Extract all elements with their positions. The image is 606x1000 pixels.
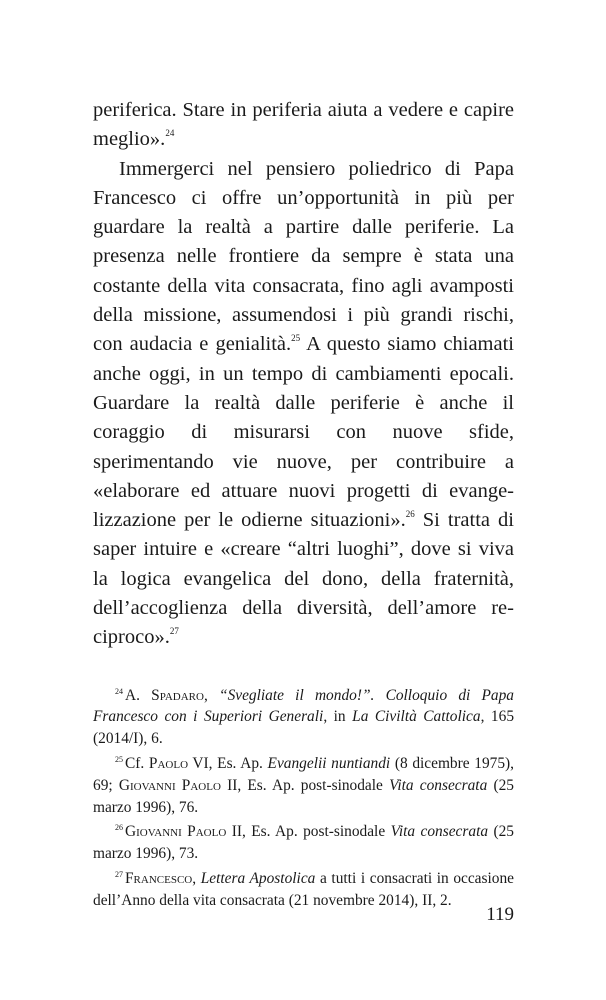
footnote-ref-24: 24 <box>165 128 175 139</box>
footnote-title: Vita consecrata <box>389 776 488 794</box>
footnote-text: II, Es. Ap. post-sinodale <box>220 776 390 794</box>
footnote-author: Giovanni Paolo <box>125 823 227 841</box>
footnote-text: , 165 (2014/I), 6. <box>93 708 515 748</box>
footnote-number: 25 <box>115 755 123 765</box>
paragraph-1-text: periferica. Stare in periferia aiuta a vedere e capire meglio». <box>93 99 514 151</box>
footnote-number: 26 <box>115 823 123 833</box>
page-number: 119 <box>486 904 514 925</box>
footnotes <box>93 685 514 912</box>
footnote-ref-25: 25 <box>291 333 301 344</box>
footnote-title: Vita consecrata <box>390 823 489 841</box>
footnote-27 <box>93 868 514 912</box>
footnote-text: VI, Es. Ap. <box>188 755 268 773</box>
footnote-author: Spadaro <box>151 686 204 704</box>
footnote-24 <box>93 685 514 750</box>
footnote-text: , <box>203 686 220 704</box>
footnote-title: Evangelii nuntiandi <box>267 755 391 773</box>
footnote-ref-26: 26 <box>405 509 415 520</box>
footnote-text: , in <box>323 708 353 726</box>
footnote-ref-27: 27 <box>169 626 179 637</box>
footnote-number: 24 <box>115 686 123 696</box>
footnote-author: Giovanni Paolo <box>118 776 221 794</box>
footnote-text: , <box>192 870 201 888</box>
footnote-text: A. <box>125 686 152 704</box>
footnote-title: “Svegliate il mondo!”. Colloquio di Papa Francesco con i Superiori Generali <box>93 686 515 726</box>
paragraph-2 <box>93 155 514 653</box>
footnote-author: Francesco <box>125 870 193 888</box>
paragraph-1 <box>93 96 514 155</box>
footnote-text: a tutti i consacrati in occasione dell’Anno della vita consacrata (21 novembre 2014), II, 2. <box>93 870 514 909</box>
footnote-text: (25 marzo 1996), 73. <box>93 823 514 863</box>
footnote-text: II, Es. Ap. post-sinodale <box>226 823 391 841</box>
footnote-journal: La Civiltà Cattolica <box>352 708 481 726</box>
footnote-25 <box>93 753 514 818</box>
body-text <box>93 96 514 653</box>
paragraph-2-text-2: A questo siamo chiamati anche oggi, in un tempo di cambiamenti epocali. Guardare la realtà dalle periferie è anche il coraggio di misurarsi con nuove sfide, sperimentando vie nuove, per contribuire a «elaborare ed attuare nuovi progetti di evangelizzazione per le odierne situazioni». <box>93 333 514 532</box>
footnote-text: Cf. <box>125 755 149 773</box>
paragraph-2-text-1: Immergerci nel pensiero poliedrico di Papa Francesco ci offre un’opportunità in più per guardare la realtà a partire dalle periferie. La presenza nelle frontiere da sempre è stata una costante della vita consacrata, fino agli avamposti della missione, assumendosi i più grandi rischi, con audacia e genialità. <box>93 157 514 356</box>
footnote-title: Lettera Apostolica <box>200 870 316 888</box>
footnote-number: 27 <box>115 870 123 880</box>
footnote-26 <box>93 821 514 865</box>
page-content <box>93 96 514 915</box>
footnote-text: (8 dicembre 1975), 69; <box>93 755 515 794</box>
paragraph-2-text-3: Si tratta di saper intuire e «creare “altri luoghi”, dove si viva la logica evangelica del dono, della fraternità, dell’accoglienza della diversità, dell’amore reciproco». <box>93 509 515 649</box>
footnote-text: (25 marzo 1996), 76. <box>93 776 514 816</box>
footnote-author: Paolo <box>148 755 189 773</box>
